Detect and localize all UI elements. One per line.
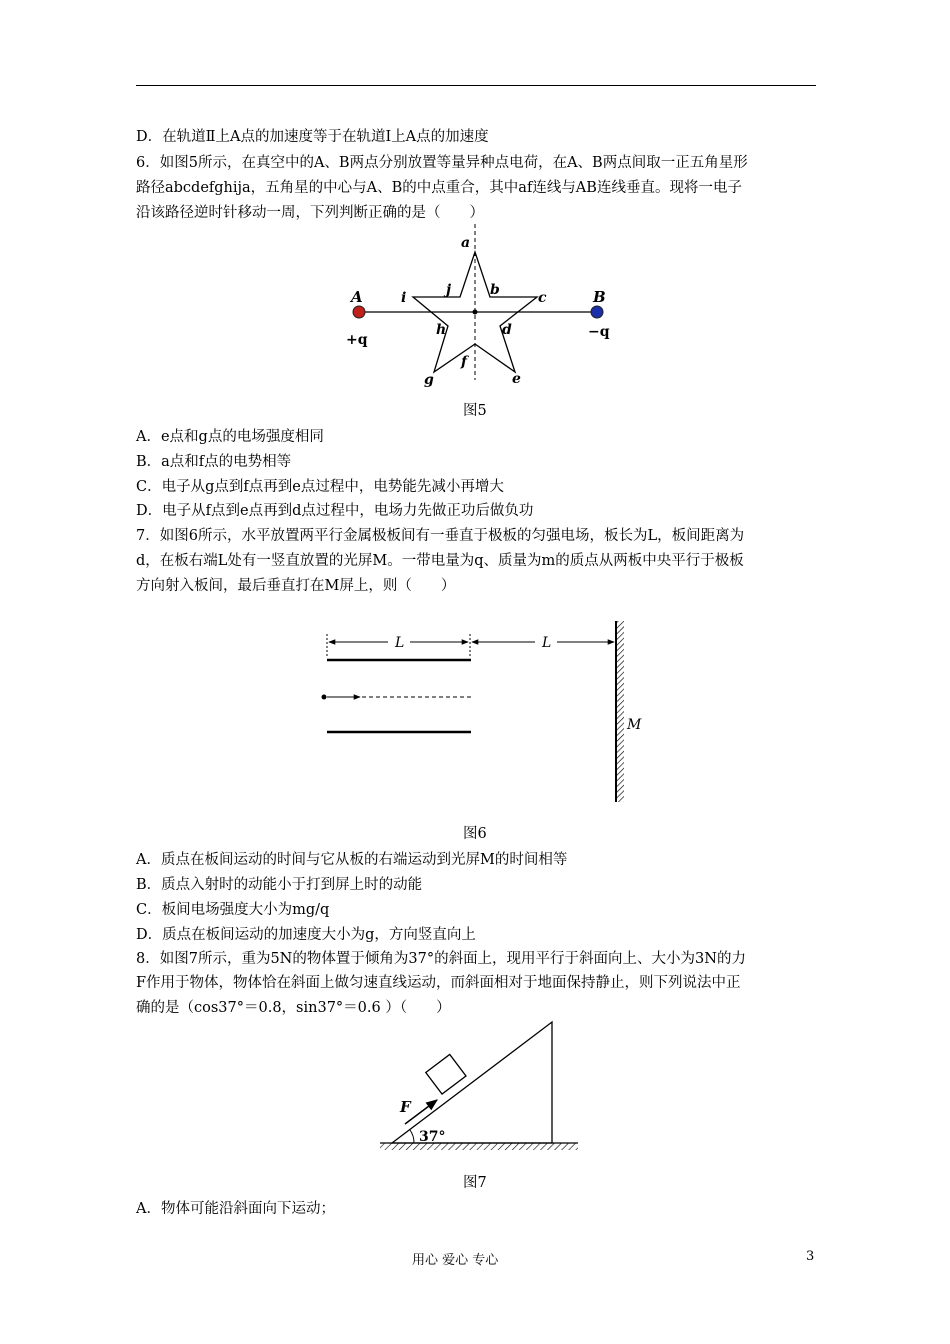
question-7-option-a: A．质点在板间运动的时间与它从板的右端运动到光屏M的时间相等 (136, 852, 568, 868)
question-6-option-a: A．e点和g点的电场强度相同 (136, 429, 324, 445)
question-7-line-3: 方向射入板间，最后垂直打在M屏上，则（ ） (136, 578, 456, 594)
label-a: a (461, 235, 471, 251)
label-i: i (401, 290, 407, 306)
question-6-option-c: C．电子从g点到f点再到e点过程中，电势能先减小再增大 (136, 479, 504, 495)
question-6-line-1: 6．如图5所示，在真空中的A、B两点分别放置等量异种点电荷，在A、B两点间取一正五角星形 (136, 155, 748, 171)
label-f: f (461, 354, 468, 370)
label-screen-m: M (627, 717, 642, 733)
footer-center: 用心 爱心 专心 (412, 1253, 499, 1268)
label-l-gap: L (542, 635, 552, 651)
label-j: j (446, 282, 452, 298)
block (426, 1054, 466, 1094)
figure-6-caption: 图6 (463, 826, 487, 842)
incline-wedge (392, 1022, 552, 1143)
label-b: b (490, 282, 500, 298)
figure-7-caption: 图7 (463, 1175, 487, 1191)
label-c: c (538, 290, 547, 306)
question-8-line-1: 8．如图7所示，重为5N的物体置于倾角为37°的斜面上，现用平行于斜面向上、大小为3N的力 (136, 951, 746, 967)
ground-hatch (380, 1143, 578, 1150)
label-plus-q: +q (346, 332, 368, 348)
label-h: h (436, 322, 447, 338)
question-6-option-d: D．电子从f点到e点再到d点过程中，电场力先做正功后做负功 (136, 503, 534, 519)
question-6-line-3: 沿该路径逆时针移动一周，下列判断正确的是（ ） (136, 205, 484, 221)
question-6-option-b: B．a点和f点的电势相等 (136, 454, 292, 470)
question-8-option-a: A．物体可能沿斜面向下运动； (136, 1201, 335, 1217)
label-charge-a: A (351, 288, 363, 306)
label-minus-q: −q (588, 324, 610, 340)
question-7-line-2: d，在板右端L处有一竖直放置的光屏M。一带电量为q、质量为m的质点从两板中央平行于极板 (136, 553, 744, 569)
label-g: g (424, 372, 434, 388)
label-d: d (502, 322, 512, 338)
angle-arc (410, 1130, 414, 1143)
question-7-option-d: D．质点在板间运动的加速度大小为g，方向竖直向上 (136, 927, 476, 943)
label-l-plate: L (395, 635, 405, 651)
question-7-line-1: 7．如图6所示，水平放置两平行金属极板间有一垂直于极板的匀强电场，板长为L，板间距离为 (136, 528, 745, 544)
figure-5-caption: 图5 (463, 403, 487, 419)
question-8-line-2: F作用于物体，物体恰在斜面上做匀速直线运动，而斜面相对于地面保持静止，则下列说法中正 (136, 975, 741, 991)
question-7-option-c: C．板间电场强度大小为mg/q (136, 902, 330, 918)
label-force-f: F (400, 1098, 411, 1116)
question-6-line-2: 路径abcdefghija，五角星的中心与A、B的中点重合，其中af连线与AB连线垂直。现将一电子 (136, 180, 742, 196)
question-8-line-3: 确的是（cos37°＝0.8，sin37°＝0.6 ）（ ） (136, 1000, 451, 1016)
question-7-option-b: B．质点入射时的动能小于打到屏上时的动能 (136, 877, 423, 893)
page-number: 3 (806, 1249, 815, 1264)
label-angle: 37° (419, 1129, 446, 1145)
label-charge-b: B (593, 288, 606, 306)
label-e: e (512, 371, 521, 387)
option-d-previous: D．在轨道Ⅱ上A点的加速度等于在轨道Ⅰ上A点的加速度 (136, 129, 489, 145)
